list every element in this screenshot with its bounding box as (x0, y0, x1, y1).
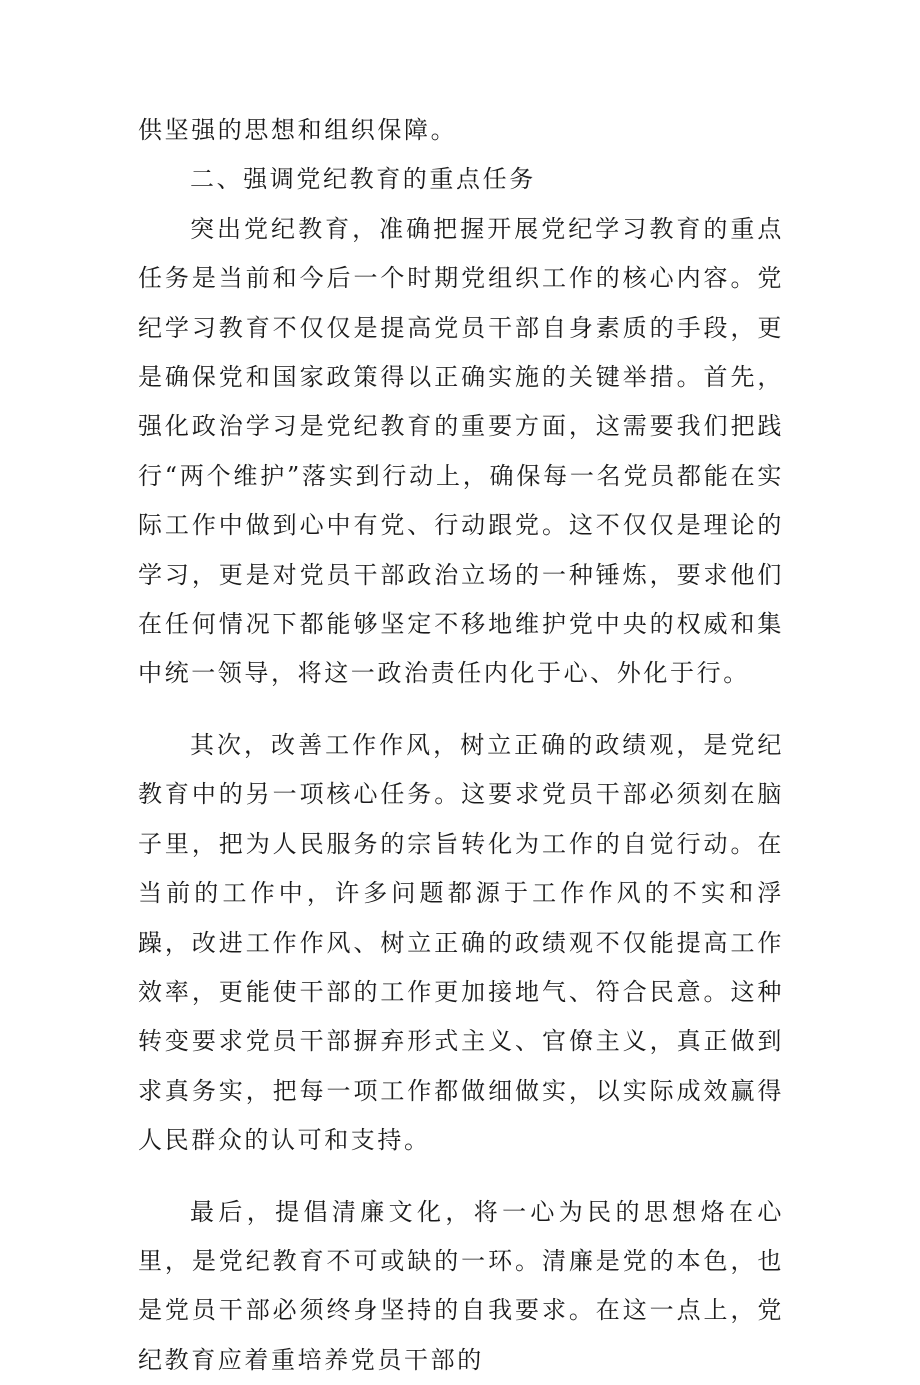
paragraph-gap (138, 699, 784, 721)
continuation-text: 供坚强的思想和组织保障。 (138, 116, 458, 144)
paragraph-1: 突出党纪教育，准确把握开展党纪学习教育的重点任务是当前和今后一个时期党组织工作的核心内容。党纪学习教育不仅仅是提高党员干部自身素质的手段，更是确保党和国家政策得以正确实施的关键举措。首先，强化政治学习是党纪教育的重要方面，这需要我们把践行“两个维护”落实到行动上，确保每一名党员都能在实际工作中做到心中有党、行动跟党。这不仅仅是理论的学习，更是对党员干部政治立场的一种锤炼，要求他们在任何情况下都能够坚定不移地维护党中央的权威和集中统一领导，将这一政治责任内化于心、外化于行。 (138, 214, 784, 688)
paragraph-gap (138, 1166, 784, 1188)
section-heading: 二、强调党纪教育的重点任务 (190, 165, 536, 194)
paragraph-3: 最后，提倡清廉文化，将一心为民的思想烙在心里，是党纪教育不可或缺的一环。清廉是党的本色，也是党员干部必须终身坚持的自我要求。在这一点上，党纪教育应着重培养党员干部的 (138, 1197, 784, 1374)
paragraph-2: 其次，改善工作作风，树立正确的政绩观，是党纪教育中的另一项核心任务。这要求党员干部必须刻在脑子里，把为人民服务的宗旨转化为工作的自觉行动。在当前的工作中，许多问题都源于工作作风的不实和浮躁，改进工作作风、树立正确的政绩观不仅能提高工作效率，更能使干部的工作更加接地气、符合民意。这种转变要求党员干部摒弃形式主义、官僚主义，真正做到求真务实，把每一项工作都做细做实，以实际成效赢得人民群众的认可和支持。 (138, 730, 784, 1155)
document-page (138, 106, 784, 1385)
